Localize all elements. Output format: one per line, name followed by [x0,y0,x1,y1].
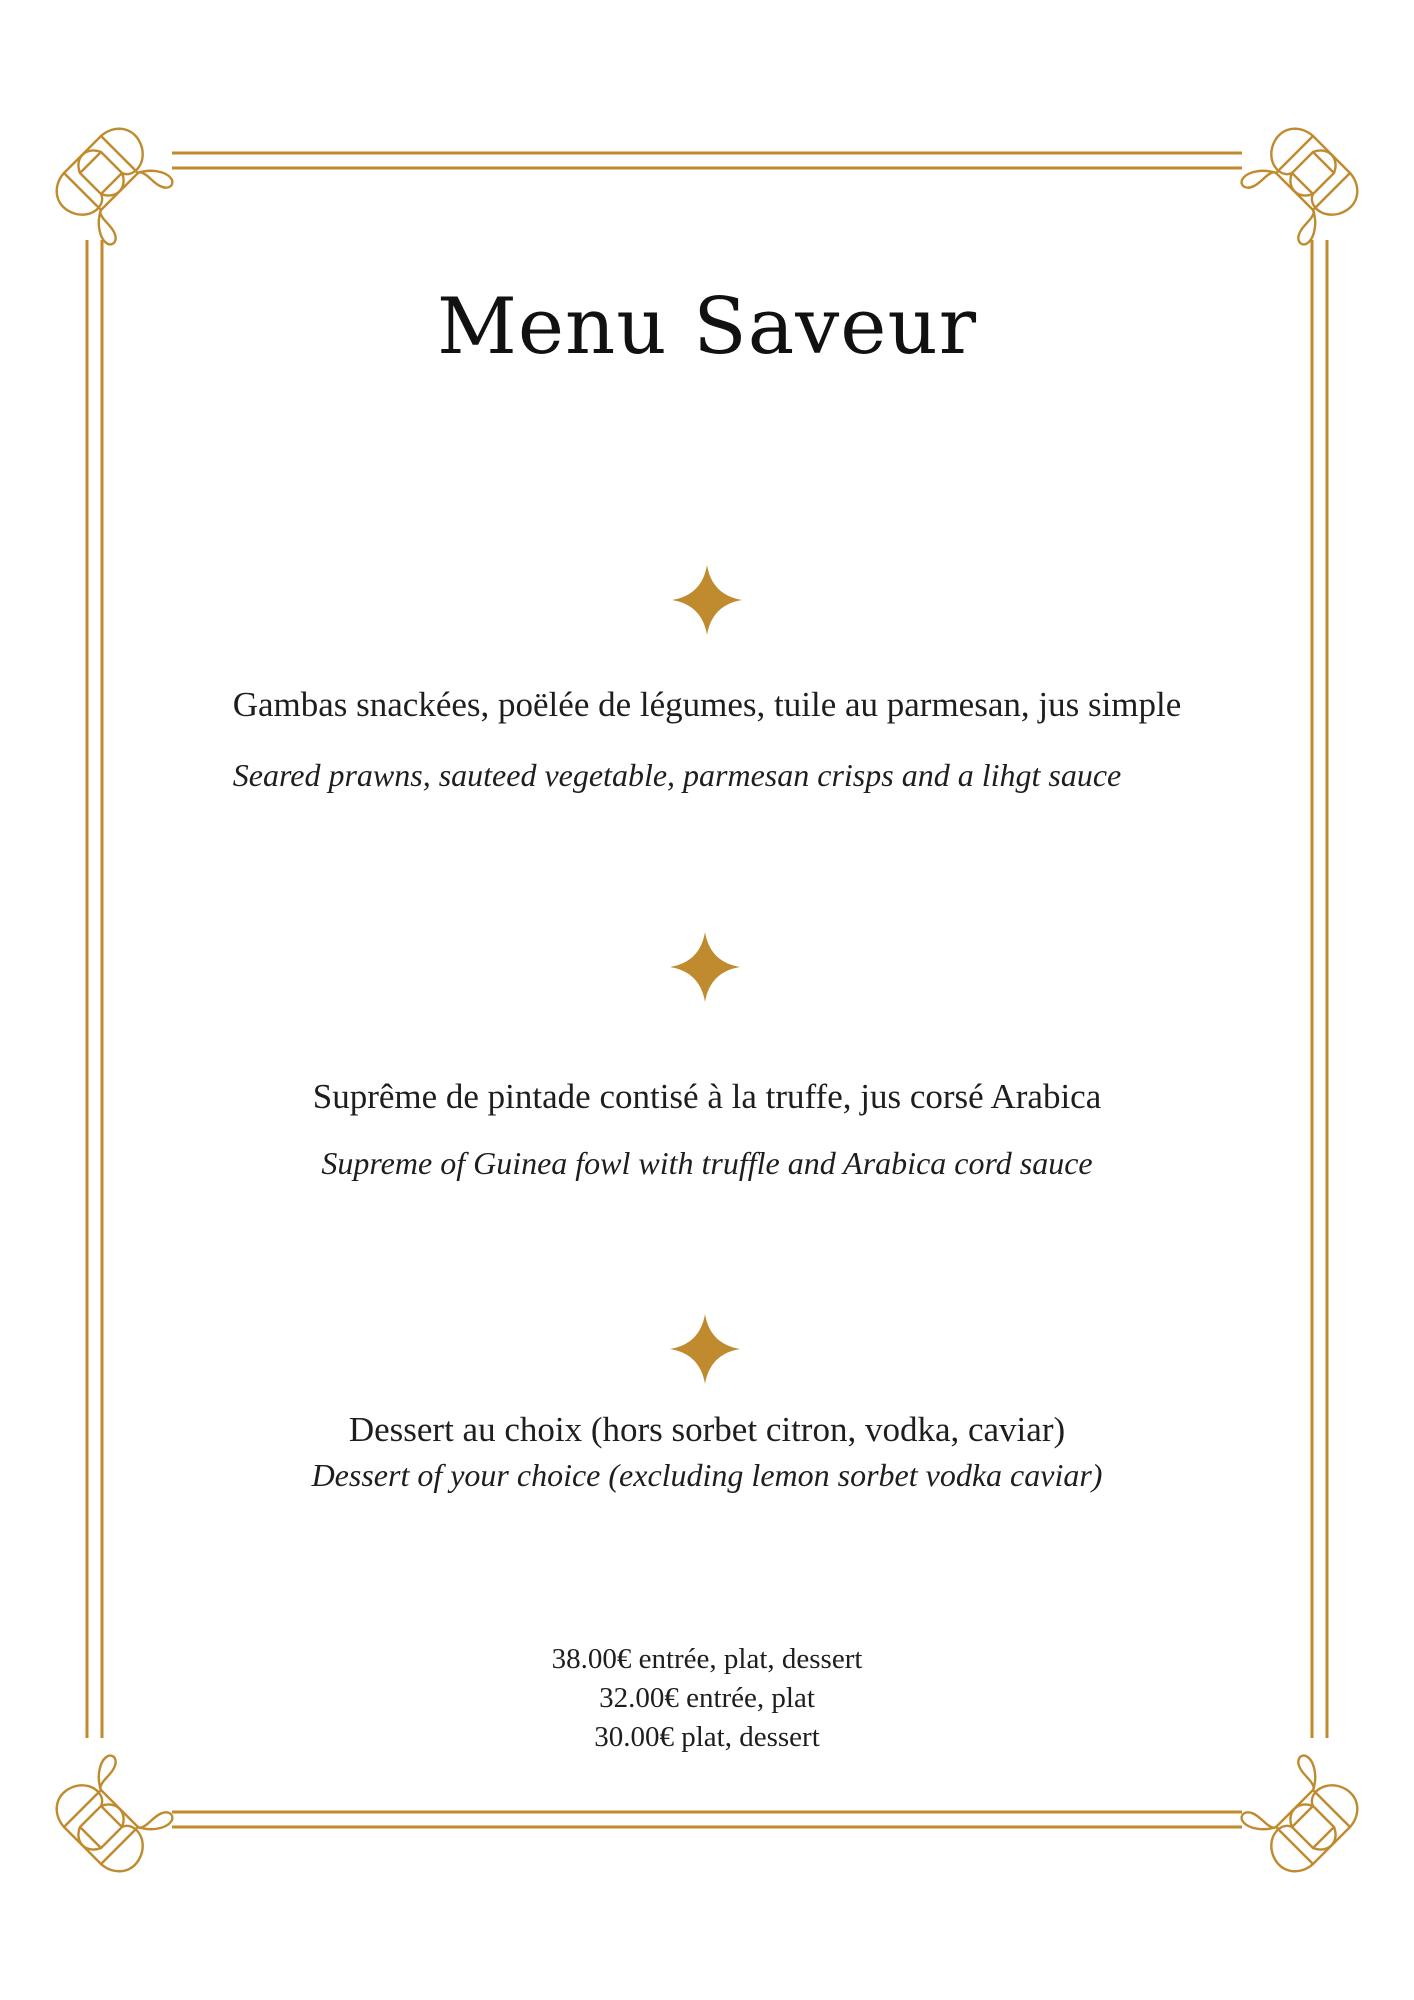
corner-ornament-bottom-right [1242,1756,1358,1872]
course-3-english: Dessert of your choice (excluding lemon sorbet vodka caviar) [311,1457,1103,1493]
course-3-french: Dessert au choix (hors sorbet citron, vodka, caviar) [348,1410,1066,1449]
corner-ornament-top-left [57,129,173,245]
corner-ornament-top-right [1242,129,1358,245]
price-line-3: 30.00€ plat, dessert [594,1721,820,1753]
price-line-1: 38.00€ entrée, plat, dessert [551,1643,863,1675]
course-2-french: Suprême de pintade contisé à la truffe, jus corsé Arabica [312,1077,1102,1116]
price-line-2: 32.00€ entrée, plat [599,1682,815,1714]
four-point-star-icon [670,932,740,1002]
menu-title: Menu Saveur [437,282,977,372]
course-1-english: Seared prawns, sauteed vegetable, parmesan crisps and a lihgt sauce [232,757,1122,793]
course-1-french: Gambas snackées, poëlée de légumes, tuile au parmesan, jus simple [232,685,1182,724]
four-point-star-icon [670,1314,740,1384]
course-2-english: Supreme of Guinea fowl with truffle and Arabica cord sauce [321,1145,1093,1181]
corner-ornament-bottom-left [57,1756,173,1872]
four-point-star-icon [672,565,742,635]
